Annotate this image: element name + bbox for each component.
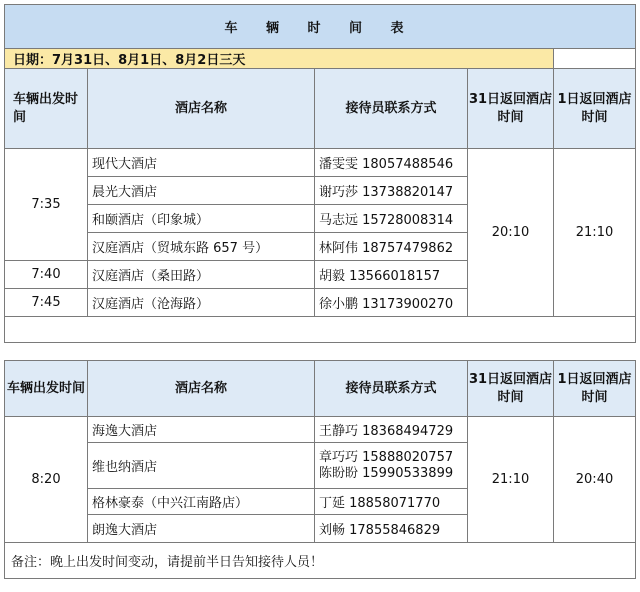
depart-time-cell: 7:45 — [5, 289, 88, 317]
header-depart-time: 车辆出发时间 — [5, 69, 88, 149]
hotel-name-cell: 海逸大酒店 — [88, 417, 315, 443]
hotel-name-cell: 和颐酒店（印象城） — [88, 205, 315, 233]
schedule-document — [4, 4, 635, 586]
hotel-name-cell: 汉庭酒店（桑田路） — [88, 261, 315, 289]
contact-cell: 马志远 15728008314 — [315, 205, 468, 233]
hotel-name-cell: 格林豪泰（中兴江南路店） — [88, 489, 315, 515]
hotel-name-cell: 汉庭酒店（贸城东路 657 号） — [88, 233, 315, 261]
return-31-cell: 21:10 — [468, 417, 554, 543]
depart-time-cell: 7:40 — [5, 261, 88, 289]
header-depart-time: 车辆出发时间 — [5, 361, 88, 417]
return-31-cell: 20:10 — [468, 149, 554, 317]
header-contact: 接待员联系方式 — [315, 361, 468, 417]
header-return-1: 1日返回酒店时间 — [554, 361, 636, 417]
contact-line: 章巧巧 15888020757 — [319, 449, 454, 465]
section-spacer — [5, 317, 636, 343]
contact-cell: 徐小鹏 13173900270 — [315, 289, 468, 317]
date-line: 日期：7月31日、8月1日、8月2日三天 — [5, 49, 554, 69]
hotel-name-cell: 晨光大酒店 — [88, 177, 315, 205]
hotel-name-cell: 维也纳酒店 — [88, 443, 315, 489]
contact-cell: 丁延 18858071770 — [315, 489, 468, 515]
contact-cell: 潘雯雯 18057488546 — [315, 149, 468, 177]
contact-cell: 王静巧 18368494729 — [315, 417, 468, 443]
header-return-31: 31日返回酒店时间 — [468, 69, 554, 149]
header-hotel-name: 酒店名称 — [88, 361, 315, 417]
page-title: 车 辆 时 间 表 — [5, 5, 636, 49]
contact-cell: 刘畅 17855846829 — [315, 515, 468, 543]
schedule-table-bottom — [4, 360, 636, 579]
header-return-1: 1日返回酒店时间 — [554, 69, 636, 149]
hotel-name-cell: 汉庭酒店（沧海路） — [88, 289, 315, 317]
note-text: 备注：晚上出发时间变动，请提前半日告知接待人员！ — [5, 543, 636, 579]
contact-cell: 谢巧莎 13738820147 — [315, 177, 468, 205]
hotel-name-cell: 朗逸大酒店 — [88, 515, 315, 543]
contact-cell — [315, 443, 468, 489]
hotel-name-cell: 现代大酒店 — [88, 149, 315, 177]
schedule-table-top — [4, 4, 636, 343]
depart-time-cell: 7:35 — [5, 149, 88, 261]
contact-cell: 胡毅 13566018157 — [315, 261, 468, 289]
header-hotel-name: 酒店名称 — [88, 69, 315, 149]
header-return-31: 31日返回酒店时间 — [468, 361, 554, 417]
header-contact: 接待员联系方式 — [315, 69, 468, 149]
return-1-cell: 20:40 — [554, 417, 636, 543]
depart-time-cell: 8:20 — [5, 417, 88, 543]
contact-cell: 林阿伟 18757479862 — [315, 233, 468, 261]
return-1-cell: 21:10 — [554, 149, 636, 317]
contact-line: 陈盼盼 15990533899 — [319, 465, 454, 481]
